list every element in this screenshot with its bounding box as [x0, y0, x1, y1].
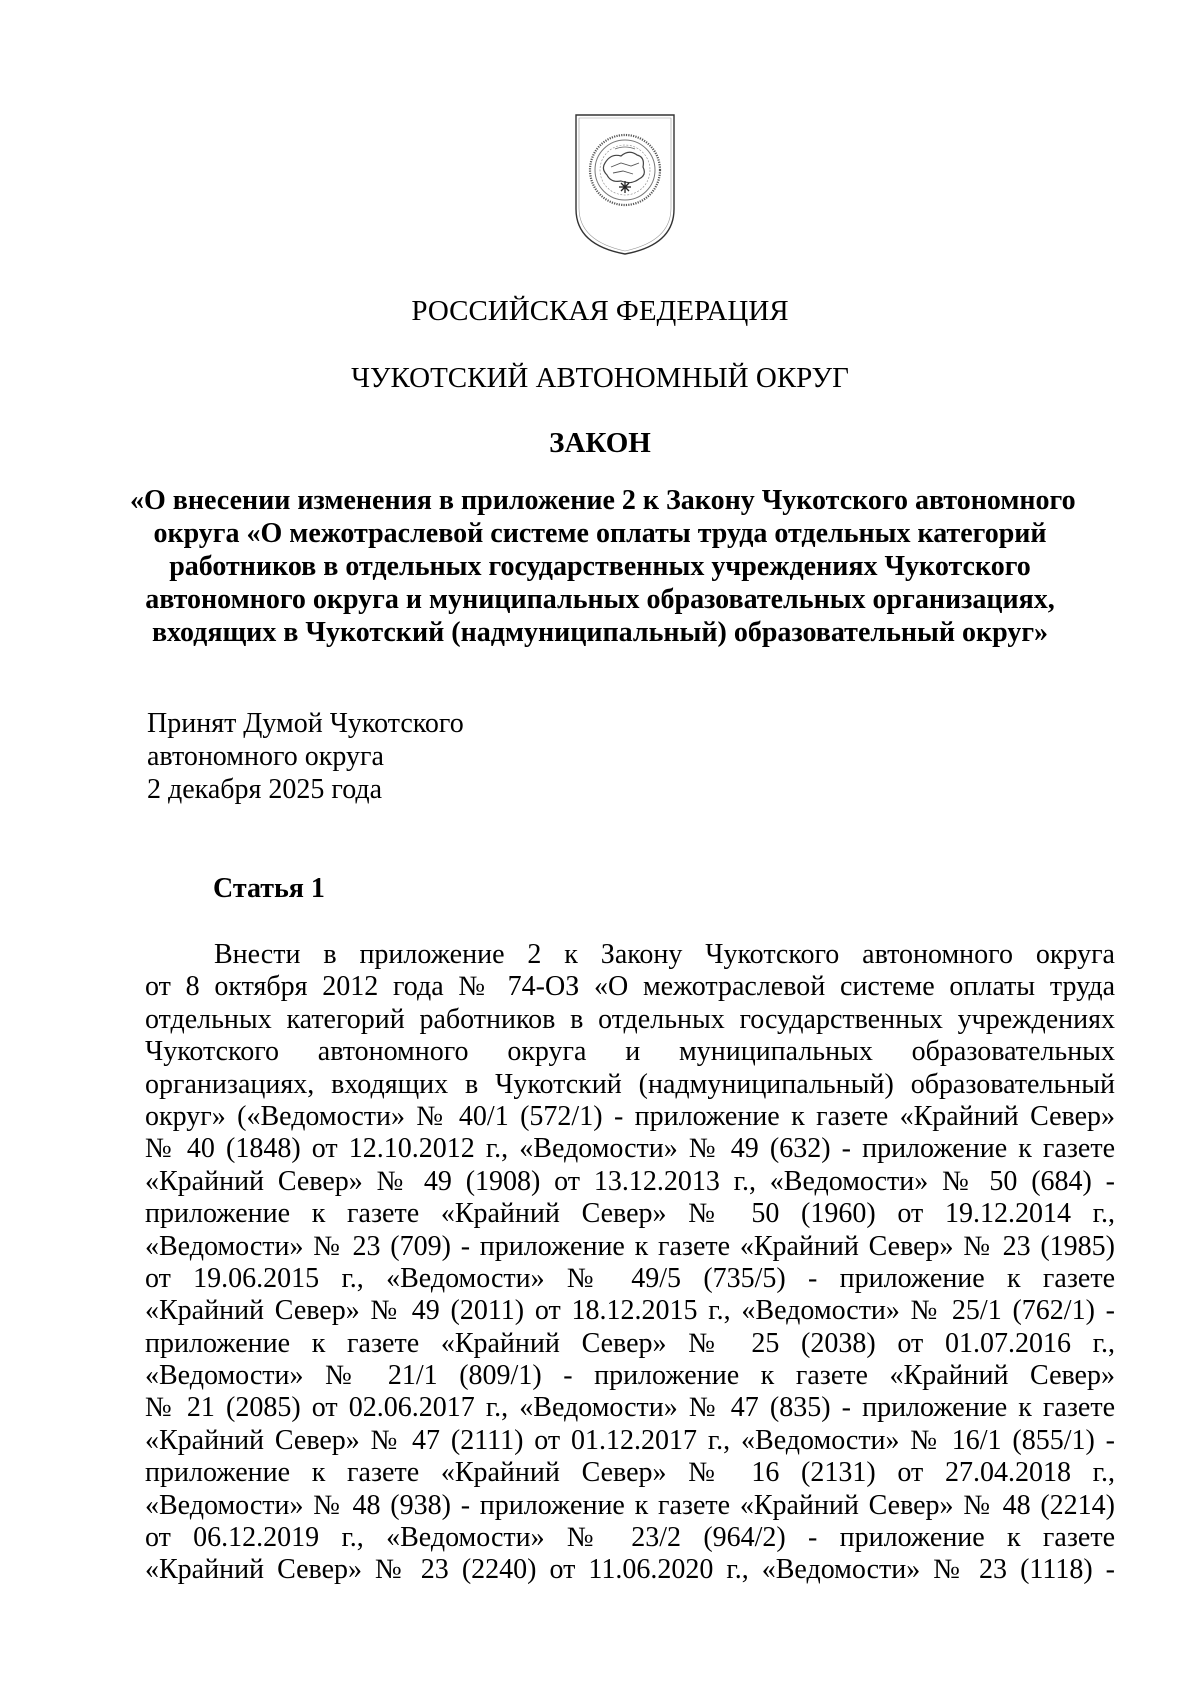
article-line: Внести в приложение 2 к Закону Чукотского автономного округа	[214, 939, 1115, 970]
article-line: «Ведомости» № 23 (709) - приложение к газете «Крайний Север» № 23 (1985)	[145, 1230, 1115, 1262]
article-line: № 40 (1848) от 12.10.2012 г., «Ведомости» № 49 (632) - приложение к газете	[145, 1133, 1115, 1165]
article-line: Чукотского автономного округа и муниципальных образовательных	[145, 1036, 1115, 1068]
law-title	[130, 484, 1076, 649]
adoption-note-line: Принят Думой Чукотского	[147, 708, 464, 739]
article-line: № 21 (2085) от 02.06.2017 г., «Ведомости» № 47 (835) - приложение к газете	[145, 1392, 1115, 1424]
document-type-heading: ЗАКОН	[549, 427, 651, 459]
law-title-line: входящих в Чукотский (надмуниципальный) образовательный округ»	[151, 617, 1049, 648]
region-heading: ЧУКОТСКИЙ АВТОНОМНЫЙ ОКРУГ	[351, 362, 849, 394]
article-line: отдельных категорий работников в отдельных государственных учреждениях	[145, 1003, 1115, 1035]
article-line: «Крайний Север» № 47 (2111) от 01.12.2017 г., «Ведомости» № 16/1 (855/1) -	[145, 1424, 1115, 1456]
article-line: от 06.12.2019 г., «Ведомости» № 23/2 (964/2) - приложение к газете	[145, 1522, 1115, 1554]
law-title-line: округа «О межотраслевой системе оплаты труда отдельных категорий	[153, 518, 1047, 549]
article-line: от 19.06.2015 г., «Ведомости» № 49/5 (735/5) - приложение к газете	[145, 1262, 1115, 1294]
article-line: «Крайний Север» № 23 (2240) от 11.06.2020 г., «Ведомости» № 23 (1118) -	[145, 1554, 1115, 1586]
article-line: приложение к газете «Крайний Север» № 25 (2038) от 01.07.2016 г.,	[145, 1327, 1115, 1359]
article-line: «Крайний Север» № 49 (1908) от 13.12.2013 г., «Ведомости» № 50 (684) -	[145, 1165, 1115, 1197]
adoption-note	[147, 707, 464, 806]
article-line: приложение к газете «Крайний Север» № 50 (1960) от 19.12.2014 г.,	[145, 1198, 1115, 1230]
article-line: приложение к газете «Крайний Север» № 16 (2131) от 27.04.2018 г.,	[145, 1457, 1115, 1489]
adoption-date: 2 декабря 2025 года	[147, 774, 383, 805]
law-title-line: автономного округа и муниципальных образовательных организациях,	[145, 584, 1055, 615]
article-line: «Крайний Север» № 49 (2011) от 18.12.2015 г., «Ведомости» № 25/1 (762/1) -	[145, 1295, 1115, 1327]
country-heading: РОССИЙСКАЯ ФЕДЕРАЦИЯ	[411, 295, 789, 327]
article-line: «Ведомости» № 48 (938) - приложение к газете «Крайний Север» № 48 (2214)	[145, 1489, 1115, 1521]
article-heading: Статья 1	[213, 873, 325, 904]
article-line: организациях, входящих в Чукотский (надмуниципальный) образовательный	[145, 1068, 1115, 1100]
article-line: от 8 октября 2012 года № 74-ОЗ «О межотраслевой системе оплаты труда	[145, 971, 1115, 1003]
adoption-note-line: автономного округа	[147, 741, 384, 772]
law-title-line: «О внесении изменения в приложение 2 к Закону Чукотского автономного	[130, 485, 1076, 516]
article-line: «Ведомости» № 21/1 (809/1) - приложение к газете «Крайний Север»	[145, 1360, 1115, 1392]
article-body	[145, 939, 1115, 1587]
law-title-line: работников в отдельных государственных учреждениях Чукотского	[169, 551, 1031, 582]
article-line: округ» («Ведомости» № 40/1 (572/1) - приложение к газете «Крайний Север»	[145, 1100, 1115, 1132]
coat-of-arms-icon	[571, 111, 679, 257]
